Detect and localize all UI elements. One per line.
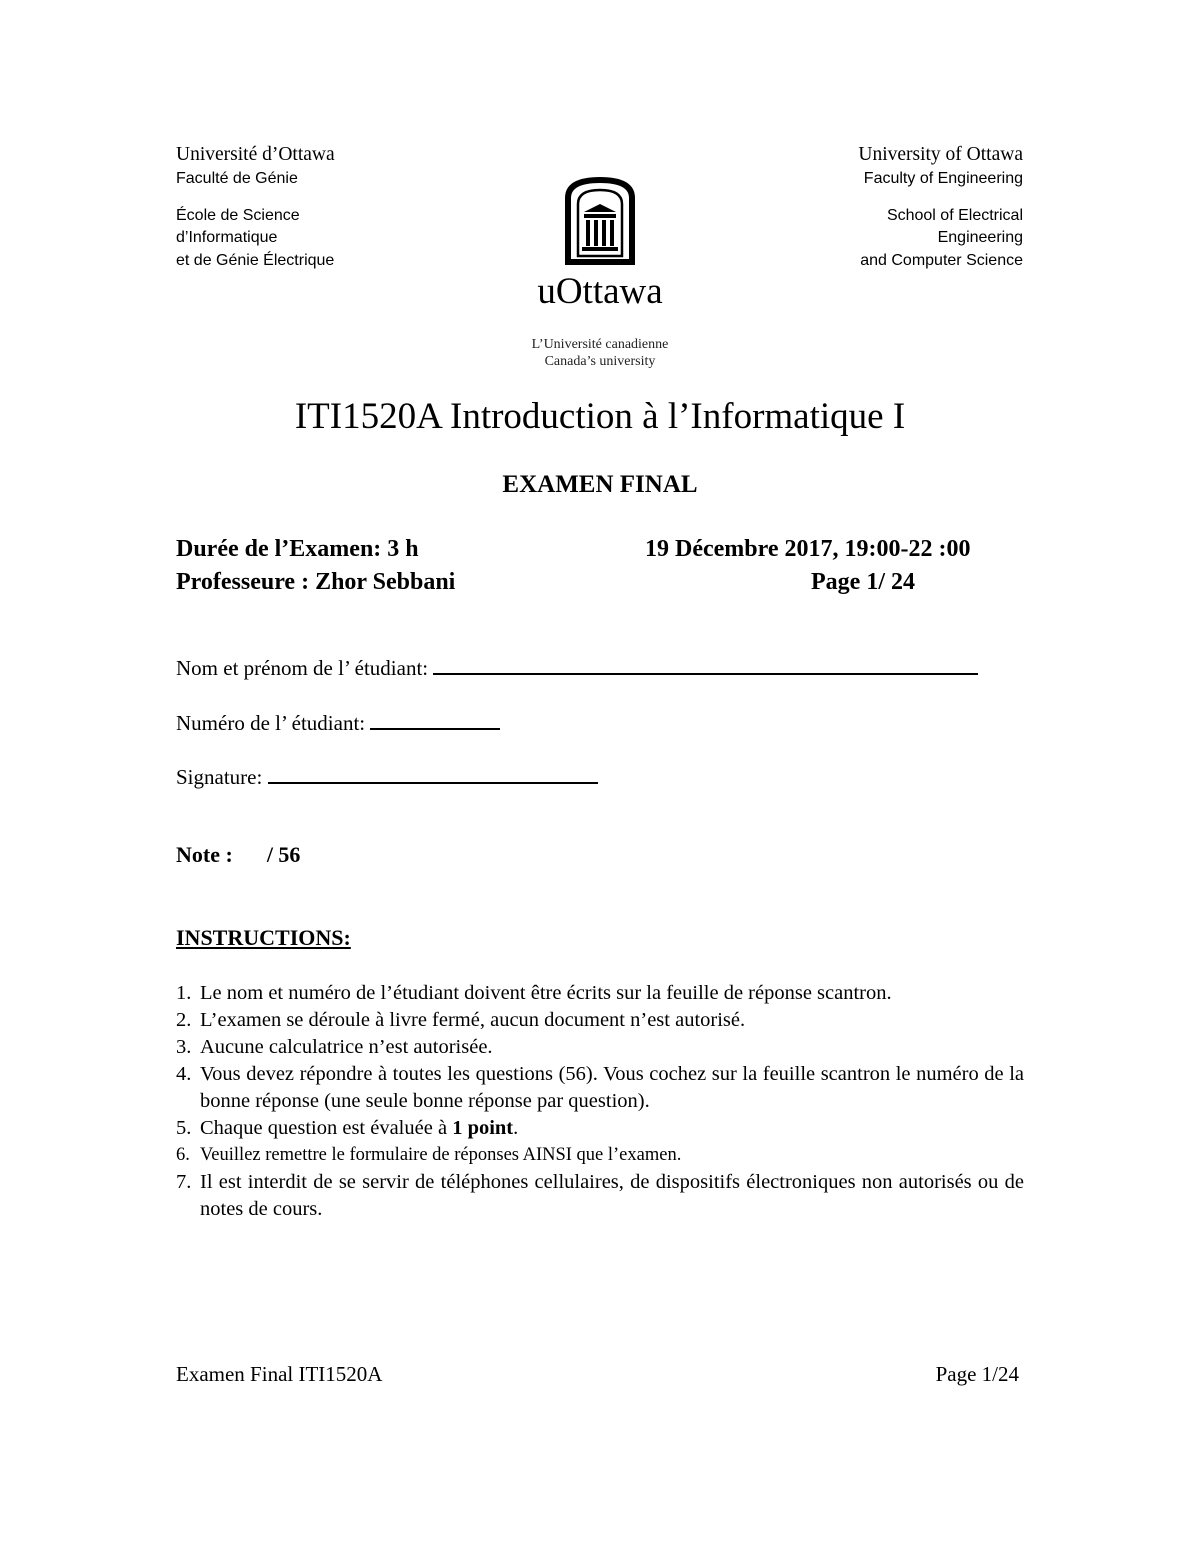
school-name-en-line3: and Computer Science: [860, 251, 1023, 269]
course-title: ITI1520A Introduction à l’Informatique I: [294, 396, 906, 437]
footer-page-number: Page 1/24: [935, 1362, 1019, 1386]
exam-meta-right: [645, 533, 970, 599]
instruction-item: 5. Chaque question est évaluée à 1 point.: [176, 1117, 519, 1139]
page-indicator: Page 1/ 24: [811, 569, 915, 595]
logo-tagline-en: Canada’s university: [544, 354, 656, 369]
university-building-icon: [564, 176, 636, 266]
school-name-fr-line3: et de Génie Électrique: [176, 251, 335, 269]
instruction-item: 1. Le nom et numéro de l’étudiant doivent être écrits sur la feuille de réponse scantron.: [176, 982, 892, 1004]
grade-note: [176, 842, 300, 868]
signature-field[interactable]: [176, 764, 598, 790]
grade-total: / 56: [266, 842, 301, 867]
student-name-label: Nom et prénom de l’ étudiant:: [176, 656, 429, 680]
footer-exam-name: Examen Final ITI1520A: [176, 1362, 383, 1386]
faculty-name-fr: Faculté de Génie: [176, 170, 298, 187]
student-number-field[interactable]: [176, 710, 500, 736]
student-name-field[interactable]: [176, 655, 978, 681]
professor-name: Professeure : Zhor Sebbani: [176, 569, 456, 595]
exam-duration: Durée de l’Examen: 3 h: [176, 536, 419, 562]
logo-tagline-fr: L’Université canadienne: [531, 337, 669, 352]
uottawa-logo: [520, 176, 680, 370]
student-name-blank[interactable]: [433, 655, 978, 675]
faculty-name-en: Faculty of Engineering: [863, 170, 1023, 187]
logo-wordmark: uOttawa: [537, 271, 663, 312]
instruction-item: 2. L’examen se déroule à livre fermé, aucun document n’est autorisé.: [176, 1009, 746, 1031]
school-name-en-line1: School of Electrical: [886, 206, 1023, 224]
school-name-fr-line1: École de Science: [176, 206, 300, 224]
signature-blank[interactable]: [268, 764, 598, 784]
instructions-heading: INSTRUCTIONS:: [176, 925, 351, 950]
school-name-fr-line2: d’Informatique: [176, 229, 278, 246]
student-number-blank[interactable]: [370, 710, 500, 730]
instruction-item: 4. Vous devez répondre à toutes les questions (56). Vous cochez sur la feuille scantron le numéro de la bonne réponse (une seule bonne réponse par question).: [176, 1063, 1024, 1112]
instruction-item: 6. Veuillez remettre le formulaire de réponses AINSI que l’examen.: [176, 1145, 682, 1165]
instruction-item: 7. Il est interdit de se servir de téléphones cellulaires, de dispositifs électroniques non autorisés ou de notes de cours.: [176, 1171, 1024, 1220]
student-number-label: Numéro de l’ étudiant:: [176, 711, 366, 735]
signature-label: Signature:: [176, 765, 263, 789]
instructions-list: [176, 980, 1024, 1223]
university-name-fr: Université d’Ottawa: [176, 144, 335, 165]
university-name-en: University of Ottawa: [858, 144, 1023, 165]
exam-date: 19 Décembre 2017, 19:00-22 :00: [645, 536, 971, 562]
header-left-block: [176, 142, 436, 272]
header-right-block: [763, 142, 1023, 272]
exam-title: EXAMEN FINAL: [502, 471, 698, 498]
exam-meta-left: [176, 533, 455, 599]
instruction-item: 3. Aucune calculatrice n’est autorisée.: [176, 1036, 493, 1058]
school-name-en-line2: Engineering: [937, 229, 1023, 246]
grade-label: Note :: [176, 842, 233, 867]
